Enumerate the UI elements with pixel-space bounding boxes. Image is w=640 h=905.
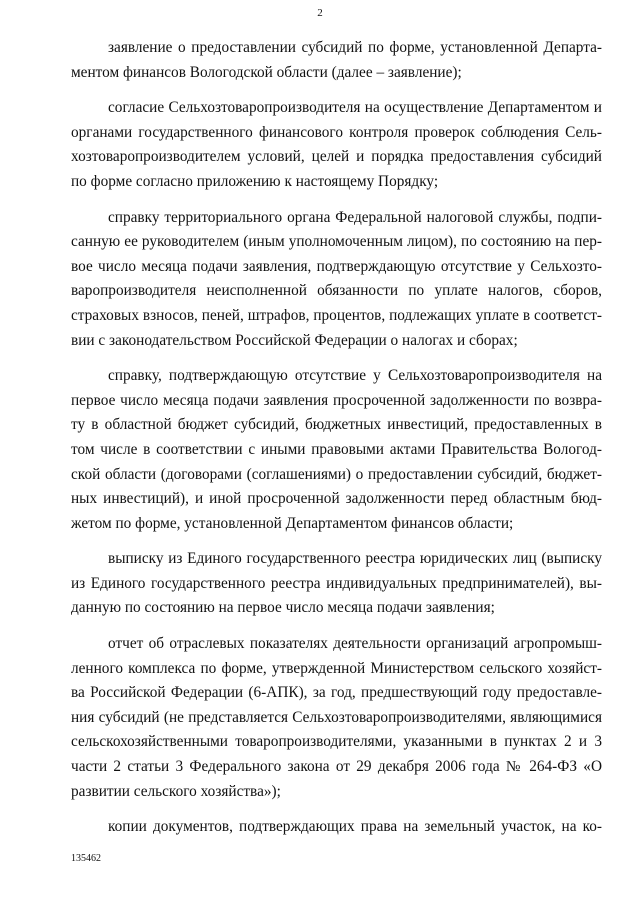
paragraph bbox=[71, 364, 602, 536]
text-line: ской области (договорами (соглашениями) о предоставлении субсидий, бюджет- bbox=[71, 465, 602, 483]
text-line: варопроизводителя неисполненной обязанности по уплате налогов, сборов, bbox=[71, 282, 602, 300]
text-line: ту в областной бюджет субсидий, бюджетных инвестиций, предоставленных в bbox=[71, 416, 602, 434]
text-line: ленного комплекса по форме, утвержденной Министерством сельского хозяйст- bbox=[71, 659, 602, 677]
text-line: заявление о предоставлении субсидий по форме, установленной Департа- bbox=[108, 39, 602, 56]
text-line: справку, подтверждающую отсутствие у Сельхозтоваропроизводителя на bbox=[108, 367, 602, 385]
text-line: справку территориального органа Федеральной налоговой службы, подпи- bbox=[108, 208, 602, 226]
text-line: вии с законодательством Российской Федерации о налогах и сборах; bbox=[71, 331, 518, 349]
document-body bbox=[71, 36, 602, 851]
paragraph bbox=[71, 206, 602, 354]
text-line: из Единого государственного реестра индивидуальных предпринимателей), вы- bbox=[71, 574, 602, 592]
text-line: ва Российской Федерации (6-АПК), за год, предшествующий году предоставле- bbox=[71, 684, 602, 702]
paragraph bbox=[71, 632, 602, 804]
text-line: хозтоваропроизводителем условий, целей и порядка предоставления субсидий bbox=[71, 148, 602, 166]
text-line: страховых взносов, пеней, штрафов, процентов, подлежащих уплате в соответст- bbox=[71, 306, 602, 324]
text-line: развитии сельского хозяйства»); bbox=[71, 782, 281, 800]
paragraph bbox=[71, 36, 602, 85]
paragraph bbox=[71, 815, 602, 840]
paragraph bbox=[71, 96, 602, 194]
text-line: по форме согласно приложению к настоящему Порядку; bbox=[71, 172, 439, 190]
page-number: 2 bbox=[317, 7, 323, 19]
text-line: отчет об отраслевых показателях деятельности организаций агропромыш- bbox=[108, 635, 602, 653]
text-line: ных инвестиций), и иной просроченной задолженности перед областным бюд- bbox=[71, 490, 602, 508]
text-line: жетом по форме, установленной Департаментом финансов области; bbox=[71, 514, 514, 532]
text-line: сельскохозяйственными товаропроизводителями, указанными в пунктах 2 и 3 bbox=[71, 733, 602, 751]
paragraph bbox=[71, 547, 602, 621]
text-line: части 2 статьи 3 Федерального закона от 29 декабря 2006 года № 264-ФЗ «О bbox=[71, 758, 602, 776]
text-line: копии документов, подтверждающих права на земельный участок, на ко- bbox=[108, 818, 602, 836]
text-line: вое число месяца подачи заявления, подтверждающую отсутствие у Сельхозто- bbox=[71, 257, 602, 275]
text-line: выписку из Единого государственного реестра юридических лиц (выписку bbox=[108, 550, 602, 568]
text-line: первое число месяца подачи заявления просроченной задолженности по возвра- bbox=[71, 391, 602, 409]
text-line: согласие Сельхозтоваропроизводителя на осуществление Департаментом и bbox=[108, 99, 602, 117]
document-id: 135462 bbox=[71, 853, 101, 864]
text-line: ментом финансов Вологодской области (далее – заявление); bbox=[71, 63, 462, 81]
text-line: санную ее руководителем (иным уполномоченным лицом), по состоянию на пер- bbox=[71, 233, 602, 251]
text-line: данную по состоянию на первое число месяца подачи заявления; bbox=[71, 599, 495, 617]
text-line: органами государственного финансового контроля проверок соблюдения Сель- bbox=[71, 123, 602, 141]
text-line: том числе в соответствии с иными правовыми актами Правительства Вологод- bbox=[71, 440, 602, 458]
text-line: ния субсидий (не представляется Сельхозтоваропроизводителями, являющимися bbox=[71, 708, 602, 726]
